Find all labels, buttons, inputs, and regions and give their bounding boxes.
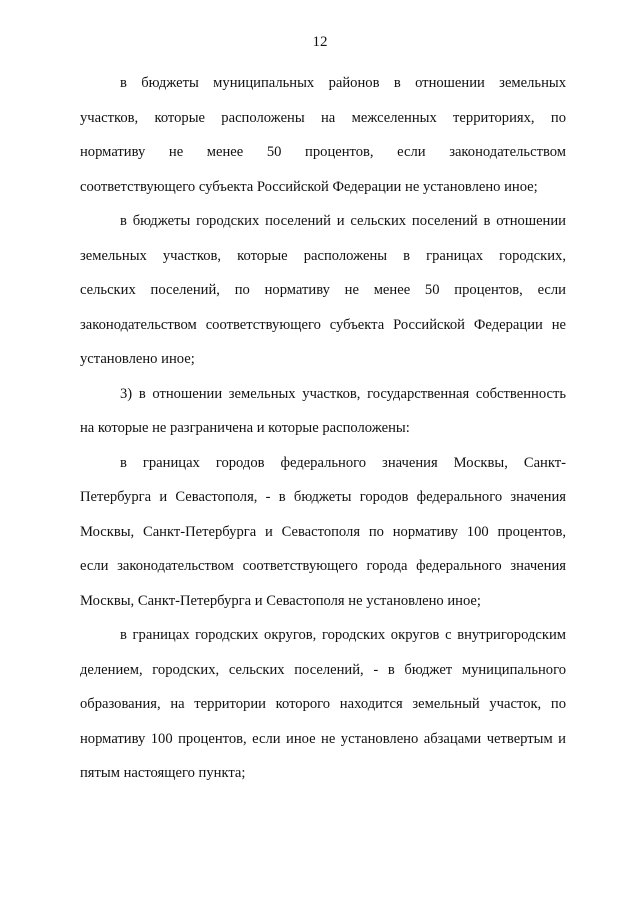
paragraph-5 xyxy=(80,618,566,791)
text-line: в бюджеты муниципальных районов в отношении земельных xyxy=(120,75,566,91)
text-line: в границах городов федерального значения Москвы, Санкт- xyxy=(120,454,566,471)
text-line: если законодательством соответствующего города федерального значения xyxy=(80,558,566,574)
text-line: образования, на территории которого находится земельный участок, по xyxy=(80,696,566,712)
text-line: пятым настоящего пункта; xyxy=(80,765,246,781)
text-line: на которые не разграничена и которые расположены: xyxy=(80,420,410,436)
text-line: делением, городских, сельских поселений, - в бюджет муниципального xyxy=(80,661,566,678)
paragraph-3 xyxy=(80,377,566,446)
text-line: 3) в отношении земельных участков, государственная собственность xyxy=(120,385,566,402)
page-number: 12 xyxy=(312,34,328,50)
text-line: законодательством соответствующего субъекта Российской Федерации не xyxy=(80,316,566,333)
paragraph-1 xyxy=(80,66,566,204)
text-line: земельных участков, которые расположены в границах городских, xyxy=(80,247,566,264)
text-line: нормативу 100 процентов, если иное не установлено абзацами четвертым и xyxy=(80,730,566,747)
paragraph-4 xyxy=(80,446,566,619)
text-line: установлено иное; xyxy=(80,351,195,367)
text-line: Москвы, Санкт-Петербурга и Севастополя по нормативу 100 процентов, xyxy=(80,523,566,540)
text-line: в бюджеты городских поселений и сельских поселений в отношении xyxy=(120,213,566,229)
document-body xyxy=(80,66,566,791)
text-line: соответствующего субъекта Российской Федерации не установлено иное; xyxy=(80,178,538,195)
text-line: в границах городских округов, городских округов с внутригородским xyxy=(120,627,566,643)
text-line: участков, которые расположены на межселенных территориях, по xyxy=(80,109,566,126)
text-line: Москвы, Санкт-Петербурга и Севастополя не установлено иное; xyxy=(80,592,481,609)
text-line: нормативу не менее 50 процентов, если законодательством xyxy=(80,144,566,160)
paragraph-2 xyxy=(80,204,566,377)
text-line: сельских поселений, по нормативу не менее 50 процентов, если xyxy=(80,282,566,298)
text-line: Петербурга и Севастополя, - в бюджеты городов федерального значения xyxy=(80,489,566,505)
